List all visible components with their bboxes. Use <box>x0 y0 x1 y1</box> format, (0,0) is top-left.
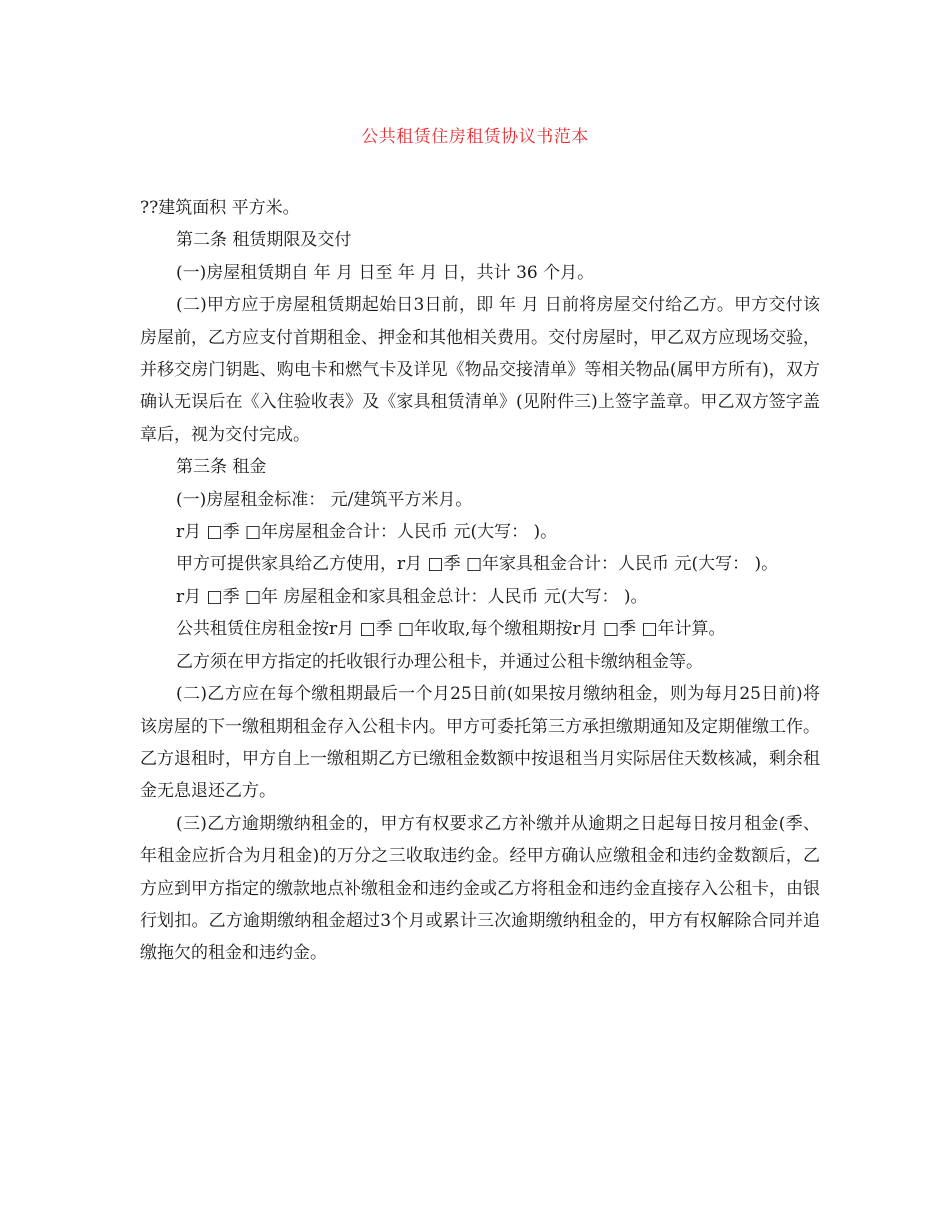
paragraph-furniture-rent: 甲方可提供家具给乙方使用，r月 □季 □年家具租金合计：人民币 元(大写： )。 <box>176 554 779 575</box>
paragraph-house-rent-total: r月 □季 □年房屋租金合计：人民币 元(大写： )。 <box>176 522 558 543</box>
paragraph-payment-deadline: (二)乙方应在每个缴租期最后一个月25日前(如果按月缴纳租金，则为每月25日前)将该房屋的下一缴租期租金存入公租卡内。甲方可委托第三方承担缴期通知及定期催缴工作。乙方退租时，甲方自上一缴租期乙方已缴租金数额中按退租当月实际居住天数核减，剩余租金无息退还乙方。 <box>140 684 820 802</box>
paragraph-lease-term: (一)房屋租赁期自 年 月 日至 年 月 日，共计 36 个月。 <box>176 262 595 283</box>
paragraph-rent-sum: r月 □季 □年 房屋租金和家具租金总计：人民币 元(大写： )。 <box>176 586 648 607</box>
paragraph-rent-card: 乙方须在甲方指定的托收银行办理公租卡，并通过公租卡缴纳租金等。 <box>176 651 703 672</box>
paragraph-late-payment: (三)乙方逾期缴纳租金的，甲方有权要求乙方补缴并从逾期之日起每日按月租金(季、年租金应折合为月租金)的万分之三收取违约金。经甲方确认应缴租金和违约金数额后，乙方应到甲方指定的缴款地点补缴租金和违约金或乙方将租金和违约金直接存入公租卡，由银行划扣。乙方逾期缴纳租金超过3个月或累计三次逾期缴纳租金的，甲方有权解除合同并追缴拖欠的租金和违约金。 <box>140 813 820 964</box>
paragraph-rent-collection: 公共租赁住房租金按r月 □季 □年收取,每个缴租期按r月 □季 □年计算。 <box>176 619 726 640</box>
heading-article-2: 第二条 租赁期限及交付 <box>176 230 352 251</box>
document-title: 公共租赁住房租赁协议书范本 <box>361 127 589 147</box>
paragraph-delivery: (二)甲方应于房屋租赁期起始日3日前，即 年 月 日前将房屋交付给乙方。甲方交付该房屋前，乙方应支付首期租金、押金和其他相关费用。交付房屋时，甲乙双方应现场交验，并移交房门钥匙、购电卡和燃气卡及详见《物品交接清单》等相关物品(属甲方所有)，双方确认无误后在《入住验收表》及《家具租赁清单》(见附件三)上签字盖章。甲乙双方签字盖章后，视为交付完成。 <box>140 295 820 445</box>
document-body <box>140 192 820 970</box>
paragraph-area: ??建筑面积 平方米。 <box>140 198 300 218</box>
heading-article-3: 第三条 租金 <box>176 457 267 478</box>
paragraph-rent-standard: (一)房屋租金标准： 元/建筑平方米月。 <box>176 489 473 510</box>
